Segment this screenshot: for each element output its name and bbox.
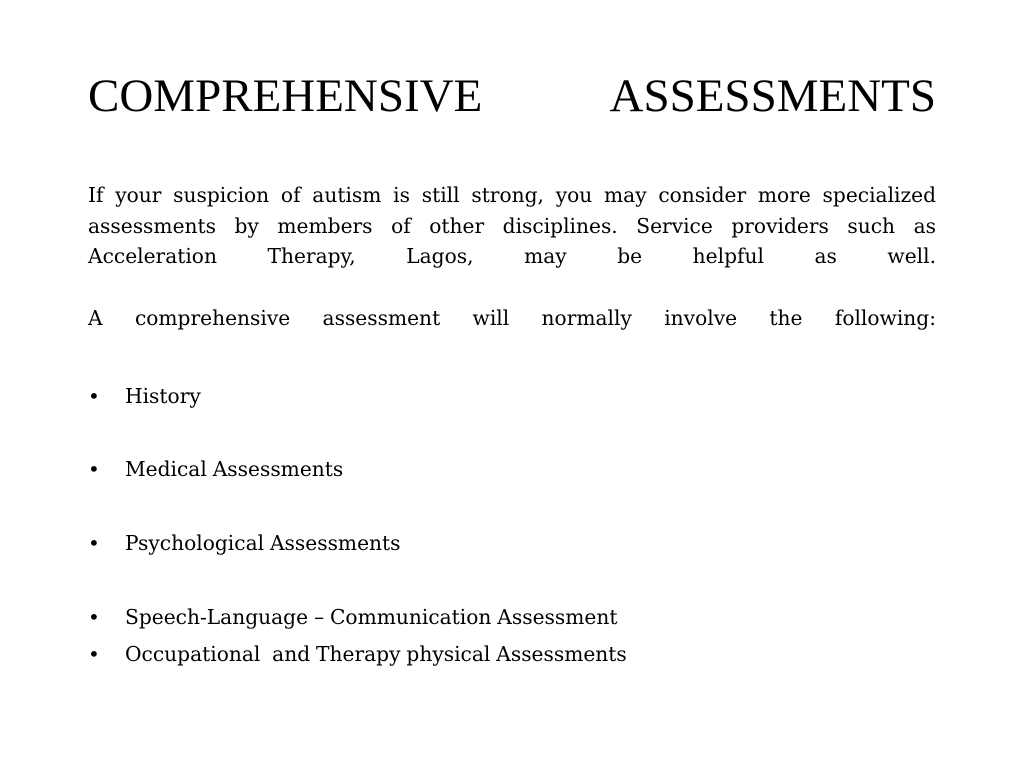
list-item: [88, 528, 401, 558]
bullet-icon: •: [88, 384, 100, 408]
list-item-label: Medical Assessments: [125, 457, 344, 481]
list-item-label: Psychological Assessments: [125, 531, 401, 555]
list-item: [88, 381, 201, 411]
list-item: [88, 454, 344, 484]
list-item-label: History: [125, 384, 201, 408]
list-item: [88, 602, 618, 632]
list-item-label: Speech-Language – Communication Assessment: [125, 605, 618, 629]
bullet-icon: •: [88, 642, 100, 666]
list-item-label: Occupational and Therapy physical Assessments: [125, 642, 627, 666]
bullet-icon: •: [88, 457, 100, 481]
intro-paragraph: If your suspicion of autism is still strong, you may consider more specialized assessments by members of other disciplines. Service providers such as Acceleration Therapy, Lagos, may be helpful as well.: [88, 183, 936, 269]
bullet-icon: •: [88, 531, 100, 555]
list-item: [88, 639, 627, 669]
slide-title: COMPREHENSIVE ASSESSMENTS: [88, 70, 936, 122]
assessment-intro-paragraph: A comprehensive assessment will normally involve the following:: [88, 306, 936, 330]
bullet-icon: •: [88, 605, 100, 629]
